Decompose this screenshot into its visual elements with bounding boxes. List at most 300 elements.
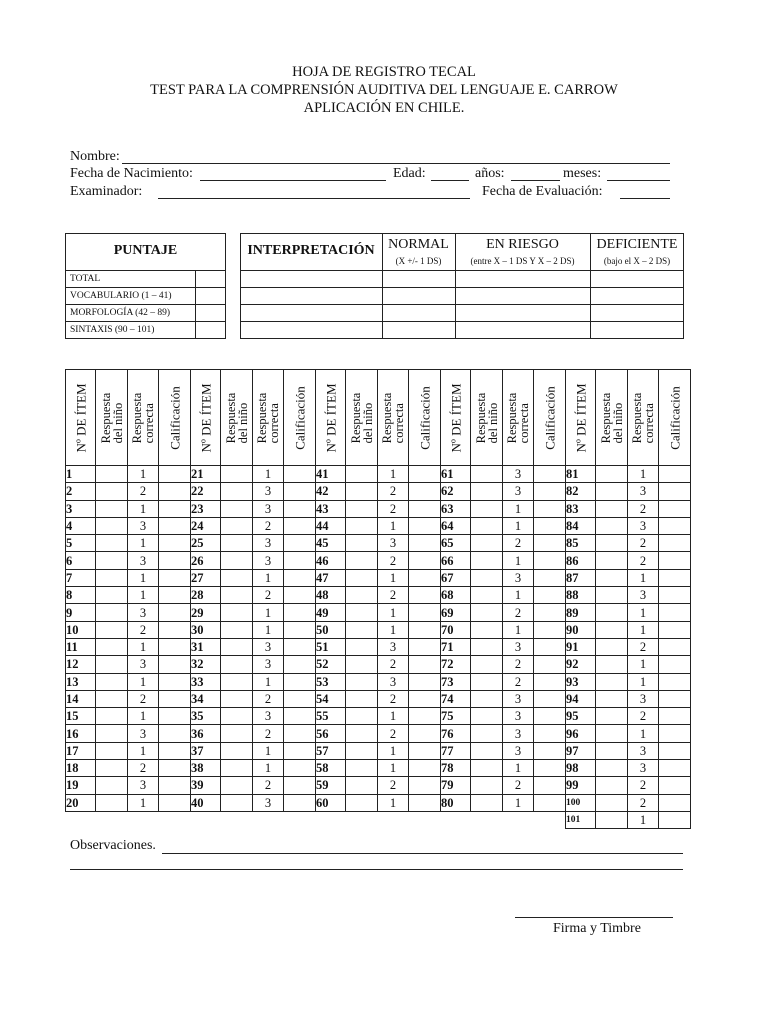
respuesta-nino-cell[interactable] bbox=[596, 517, 628, 534]
respuesta-nino-header-5 bbox=[596, 370, 628, 466]
respuesta-nino-cell[interactable] bbox=[346, 569, 378, 586]
respuesta-nino-cell[interactable] bbox=[596, 794, 628, 811]
calificacion-cell[interactable] bbox=[659, 656, 691, 673]
calificacion-cell[interactable] bbox=[534, 777, 566, 794]
respuesta-nino-cell[interactable] bbox=[471, 535, 503, 552]
respuesta-correcta-cell: 2 bbox=[628, 500, 659, 517]
table-row bbox=[66, 760, 691, 777]
respuesta-correcta-cell: 2 bbox=[503, 656, 534, 673]
examinador-field[interactable] bbox=[158, 198, 470, 199]
respuesta-nino-cell[interactable] bbox=[96, 708, 128, 725]
table-row bbox=[66, 777, 691, 794]
calificacion-cell[interactable] bbox=[284, 690, 316, 707]
respuesta-nino-cell[interactable] bbox=[96, 638, 128, 655]
calificacion-cell[interactable] bbox=[284, 466, 316, 483]
firma-line[interactable] bbox=[515, 917, 673, 918]
calificacion-cell[interactable] bbox=[409, 604, 441, 621]
respuesta-correcta-cell: 2 bbox=[128, 483, 159, 500]
respuesta-nino-cell[interactable] bbox=[96, 725, 128, 742]
calificacion-cell[interactable] bbox=[159, 777, 191, 794]
respuesta-correcta-header-text: Respuesta correcta bbox=[380, 392, 406, 443]
respuesta-nino-cell[interactable] bbox=[346, 742, 378, 759]
respuesta-correcta-cell: 3 bbox=[253, 552, 284, 569]
calificacion-cell[interactable] bbox=[409, 517, 441, 534]
calificacion-cell[interactable] bbox=[284, 742, 316, 759]
respuesta-correcta-cell: 2 bbox=[128, 760, 159, 777]
respuesta-nino-cell[interactable] bbox=[221, 500, 253, 517]
respuesta-nino-cell[interactable] bbox=[471, 794, 503, 811]
calificacion-cell[interactable] bbox=[284, 777, 316, 794]
calificacion-cell[interactable] bbox=[284, 621, 316, 638]
respuesta-correcta-cell: 2 bbox=[253, 587, 284, 604]
calificacion-cell[interactable] bbox=[659, 690, 691, 707]
puntaje-row-total: TOTAL bbox=[70, 274, 101, 284]
calificacion-cell[interactable] bbox=[659, 811, 691, 828]
respuesta-correcta-cell: 3 bbox=[503, 708, 534, 725]
respuesta-nino-cell[interactable] bbox=[96, 621, 128, 638]
calificacion-cell[interactable] bbox=[534, 535, 566, 552]
table-row bbox=[66, 725, 691, 742]
calificacion-cell[interactable] bbox=[409, 621, 441, 638]
calificacion-cell[interactable] bbox=[534, 517, 566, 534]
respuesta-nino-cell[interactable] bbox=[221, 708, 253, 725]
respuesta-nino-cell[interactable] bbox=[221, 483, 253, 500]
blank-cell bbox=[441, 811, 471, 828]
respuesta-nino-cell[interactable] bbox=[471, 742, 503, 759]
calificacion-cell[interactable] bbox=[409, 552, 441, 569]
respuesta-nino-cell[interactable] bbox=[96, 760, 128, 777]
item-number-cell: 1 bbox=[66, 466, 96, 483]
respuesta-nino-cell[interactable] bbox=[471, 517, 503, 534]
blank-cell bbox=[221, 811, 253, 828]
title-line-1: HOJA DE REGISTRO TECAL bbox=[292, 64, 476, 80]
calificacion-cell[interactable] bbox=[534, 760, 566, 777]
calificacion-cell[interactable] bbox=[659, 708, 691, 725]
calificacion-cell[interactable] bbox=[409, 777, 441, 794]
blank-cell bbox=[346, 811, 378, 828]
respuesta-nino-cell[interactable] bbox=[96, 483, 128, 500]
respuesta-correcta-cell: 1 bbox=[378, 569, 409, 586]
calificacion-cell[interactable] bbox=[534, 725, 566, 742]
calificacion-cell[interactable] bbox=[159, 656, 191, 673]
item-number-cell: 101 bbox=[566, 811, 596, 828]
calificacion-cell[interactable] bbox=[534, 708, 566, 725]
respuesta-nino-cell[interactable] bbox=[346, 708, 378, 725]
respuesta-nino-cell[interactable] bbox=[471, 725, 503, 742]
calificacion-cell[interactable] bbox=[284, 552, 316, 569]
calificacion-cell[interactable] bbox=[659, 500, 691, 517]
calificacion-cell[interactable] bbox=[159, 604, 191, 621]
respuesta-nino-cell[interactable] bbox=[96, 535, 128, 552]
respuesta-nino-cell[interactable] bbox=[471, 466, 503, 483]
item-number-cell: 80 bbox=[441, 794, 471, 811]
calificacion-cell[interactable] bbox=[659, 760, 691, 777]
table-row bbox=[66, 569, 691, 586]
item-number-cell: 28 bbox=[191, 587, 221, 604]
respuesta-nino-cell[interactable] bbox=[471, 708, 503, 725]
respuesta-nino-cell[interactable] bbox=[96, 777, 128, 794]
respuesta-nino-cell[interactable] bbox=[471, 656, 503, 673]
puntaje-row-sintaxis: SINTAXIS (90 – 101) bbox=[70, 325, 155, 335]
calificacion-cell[interactable] bbox=[409, 638, 441, 655]
respuesta-correcta-cell: 1 bbox=[503, 760, 534, 777]
calificacion-cell[interactable] bbox=[409, 500, 441, 517]
calificacion-cell[interactable] bbox=[284, 673, 316, 690]
respuesta-correcta-cell: 3 bbox=[628, 517, 659, 534]
table-row bbox=[66, 535, 691, 552]
respuesta-nino-cell[interactable] bbox=[221, 535, 253, 552]
calificacion-cell[interactable] bbox=[534, 656, 566, 673]
respuesta-correcta-cell: 1 bbox=[128, 794, 159, 811]
calificacion-cell[interactable] bbox=[409, 690, 441, 707]
respuesta-nino-cell[interactable] bbox=[471, 690, 503, 707]
respuesta-nino-header-text: Respuesta del niño bbox=[98, 392, 125, 443]
calificacion-cell[interactable] bbox=[409, 708, 441, 725]
item-number-cell: 8 bbox=[66, 587, 96, 604]
calificacion-cell[interactable] bbox=[659, 535, 691, 552]
calificacion-cell[interactable] bbox=[409, 725, 441, 742]
calificacion-cell[interactable] bbox=[159, 621, 191, 638]
respuesta-nino-cell[interactable] bbox=[96, 656, 128, 673]
item-header-text: Nº DE ÍTEM bbox=[198, 382, 213, 453]
respuesta-nino-cell[interactable] bbox=[596, 656, 628, 673]
respuesta-nino-cell[interactable] bbox=[221, 673, 253, 690]
respuesta-correcta-cell: 1 bbox=[128, 708, 159, 725]
respuesta-correcta-header-3 bbox=[378, 370, 409, 466]
calificacion-cell[interactable] bbox=[159, 569, 191, 586]
calificacion-cell[interactable] bbox=[159, 517, 191, 534]
calificacion-cell[interactable] bbox=[659, 742, 691, 759]
item-number-cell: 82 bbox=[566, 483, 596, 500]
respuesta-correcta-cell: 2 bbox=[378, 483, 409, 500]
blank-cell bbox=[534, 811, 566, 828]
respuesta-nino-cell[interactable] bbox=[596, 742, 628, 759]
item-number-cell: 67 bbox=[441, 569, 471, 586]
calificacion-cell[interactable] bbox=[409, 760, 441, 777]
item-number-cell: 95 bbox=[566, 708, 596, 725]
blank-cell bbox=[471, 811, 503, 828]
anos-field[interactable] bbox=[511, 180, 560, 181]
calificacion-cell[interactable] bbox=[284, 587, 316, 604]
respuesta-nino-cell[interactable] bbox=[596, 690, 628, 707]
calificacion-cell[interactable] bbox=[659, 638, 691, 655]
respuesta-nino-cell[interactable] bbox=[346, 552, 378, 569]
calificacion-cell[interactable] bbox=[534, 638, 566, 655]
respuesta-nino-cell[interactable] bbox=[471, 638, 503, 655]
respuesta-nino-cell[interactable] bbox=[221, 604, 253, 621]
item-header-3 bbox=[316, 370, 346, 466]
calificacion-cell[interactable] bbox=[534, 621, 566, 638]
calificacion-cell[interactable] bbox=[534, 483, 566, 500]
calificacion-cell[interactable] bbox=[409, 483, 441, 500]
calificacion-cell[interactable] bbox=[159, 690, 191, 707]
calificacion-cell[interactable] bbox=[409, 794, 441, 811]
fecha-evaluacion-field[interactable] bbox=[620, 198, 670, 199]
calificacion-cell[interactable] bbox=[659, 483, 691, 500]
item-number-cell: 3 bbox=[66, 500, 96, 517]
edad-field[interactable] bbox=[431, 180, 469, 181]
calificacion-cell[interactable] bbox=[159, 483, 191, 500]
respuesta-nino-cell[interactable] bbox=[221, 656, 253, 673]
calificacion-cell[interactable] bbox=[159, 552, 191, 569]
calificacion-cell[interactable] bbox=[159, 760, 191, 777]
respuesta-correcta-cell: 1 bbox=[628, 569, 659, 586]
calificacion-cell[interactable] bbox=[409, 535, 441, 552]
respuesta-nino-cell[interactable] bbox=[346, 466, 378, 483]
respuesta-nino-cell[interactable] bbox=[221, 466, 253, 483]
respuesta-correcta-cell: 1 bbox=[628, 725, 659, 742]
respuesta-nino-cell[interactable] bbox=[346, 673, 378, 690]
calificacion-cell[interactable] bbox=[659, 587, 691, 604]
respuesta-correcta-cell: 3 bbox=[503, 690, 534, 707]
respuesta-nino-cell[interactable] bbox=[96, 742, 128, 759]
respuesta-nino-cell[interactable] bbox=[96, 587, 128, 604]
item-number-cell: 68 bbox=[441, 587, 471, 604]
item-number-cell: 50 bbox=[316, 621, 346, 638]
respuesta-correcta-cell: 3 bbox=[128, 517, 159, 534]
item-number-cell: 92 bbox=[566, 656, 596, 673]
calificacion-cell[interactable] bbox=[659, 569, 691, 586]
respuesta-nino-cell[interactable] bbox=[221, 742, 253, 759]
respuesta-nino-cell[interactable] bbox=[221, 587, 253, 604]
respuesta-nino-cell[interactable] bbox=[346, 483, 378, 500]
item-number-cell: 49 bbox=[316, 604, 346, 621]
calificacion-cell[interactable] bbox=[159, 708, 191, 725]
respuesta-nino-cell[interactable] bbox=[221, 725, 253, 742]
respuesta-correcta-cell: 1 bbox=[253, 604, 284, 621]
calificacion-cell[interactable] bbox=[659, 725, 691, 742]
calificacion-cell[interactable] bbox=[409, 742, 441, 759]
calificacion-cell[interactable] bbox=[284, 483, 316, 500]
respuesta-nino-cell[interactable] bbox=[346, 638, 378, 655]
item-number-cell: 4 bbox=[66, 517, 96, 534]
respuesta-nino-cell[interactable] bbox=[221, 569, 253, 586]
respuesta-nino-cell[interactable] bbox=[346, 604, 378, 621]
item-number-cell: 58 bbox=[316, 760, 346, 777]
respuesta-nino-cell[interactable] bbox=[596, 777, 628, 794]
respuesta-nino-cell[interactable] bbox=[596, 811, 628, 828]
respuesta-correcta-cell: 2 bbox=[378, 500, 409, 517]
respuesta-nino-cell[interactable] bbox=[346, 690, 378, 707]
item-header-text: Nº DE ÍTEM bbox=[448, 382, 463, 453]
respuesta-nino-cell[interactable] bbox=[96, 604, 128, 621]
calificacion-cell[interactable] bbox=[284, 725, 316, 742]
calificacion-cell[interactable] bbox=[534, 673, 566, 690]
fecha-nacimiento-field[interactable] bbox=[200, 180, 386, 181]
calificacion-cell[interactable] bbox=[159, 794, 191, 811]
calificacion-cell[interactable] bbox=[159, 466, 191, 483]
calificacion-cell[interactable] bbox=[284, 708, 316, 725]
respuesta-correcta-cell: 2 bbox=[628, 552, 659, 569]
respuesta-nino-cell[interactable] bbox=[596, 638, 628, 655]
calificacion-cell[interactable] bbox=[284, 760, 316, 777]
respuesta-nino-cell[interactable] bbox=[346, 587, 378, 604]
respuesta-nino-cell[interactable] bbox=[596, 725, 628, 742]
calificacion-cell[interactable] bbox=[659, 794, 691, 811]
respuesta-nino-cell[interactable] bbox=[96, 569, 128, 586]
calificacion-cell[interactable] bbox=[284, 500, 316, 517]
respuesta-nino-cell[interactable] bbox=[346, 777, 378, 794]
item-number-cell: 89 bbox=[566, 604, 596, 621]
item-number-cell: 70 bbox=[441, 621, 471, 638]
calificacion-cell[interactable] bbox=[284, 794, 316, 811]
respuesta-correcta-cell: 1 bbox=[503, 552, 534, 569]
item-number-cell: 37 bbox=[191, 742, 221, 759]
respuesta-nino-header-text: Respuesta del niño bbox=[223, 392, 250, 443]
calificacion-cell[interactable] bbox=[159, 673, 191, 690]
respuesta-nino-cell[interactable] bbox=[346, 517, 378, 534]
respuesta-nino-cell[interactable] bbox=[471, 621, 503, 638]
respuesta-nino-cell[interactable] bbox=[471, 483, 503, 500]
respuesta-nino-cell[interactable] bbox=[221, 638, 253, 655]
respuesta-nino-cell[interactable] bbox=[471, 673, 503, 690]
calificacion-cell[interactable] bbox=[534, 552, 566, 569]
respuesta-nino-cell[interactable] bbox=[96, 552, 128, 569]
respuesta-nino-cell[interactable] bbox=[471, 587, 503, 604]
calificacion-cell[interactable] bbox=[534, 466, 566, 483]
respuesta-nino-cell[interactable] bbox=[346, 621, 378, 638]
respuesta-nino-cell[interactable] bbox=[96, 794, 128, 811]
calificacion-cell[interactable] bbox=[659, 621, 691, 638]
blank-cell bbox=[66, 811, 96, 828]
respuesta-nino-cell[interactable] bbox=[596, 587, 628, 604]
respuesta-nino-cell[interactable] bbox=[471, 552, 503, 569]
respuesta-nino-cell[interactable] bbox=[96, 690, 128, 707]
calificacion-cell[interactable] bbox=[534, 500, 566, 517]
respuesta-nino-header-1 bbox=[96, 370, 128, 466]
calificacion-cell[interactable] bbox=[409, 587, 441, 604]
calificacion-cell[interactable] bbox=[659, 466, 691, 483]
respuesta-nino-cell[interactable] bbox=[221, 690, 253, 707]
calificacion-cell[interactable] bbox=[659, 777, 691, 794]
calificacion-cell[interactable] bbox=[159, 587, 191, 604]
calificacion-cell[interactable] bbox=[159, 742, 191, 759]
respuesta-nino-cell[interactable] bbox=[596, 552, 628, 569]
calificacion-cell[interactable] bbox=[409, 466, 441, 483]
respuesta-nino-cell[interactable] bbox=[471, 500, 503, 517]
respuesta-correcta-cell: 3 bbox=[503, 638, 534, 655]
calificacion-cell[interactable] bbox=[284, 656, 316, 673]
respuesta-nino-cell[interactable] bbox=[596, 500, 628, 517]
respuesta-nino-cell[interactable] bbox=[346, 725, 378, 742]
respuesta-correcta-header-text: Respuesta correcta bbox=[130, 392, 156, 443]
calificacion-cell[interactable] bbox=[284, 569, 316, 586]
calificacion-cell[interactable] bbox=[659, 604, 691, 621]
respuesta-nino-cell[interactable] bbox=[221, 517, 253, 534]
respuesta-correcta-cell: 1 bbox=[378, 466, 409, 483]
calificacion-cell[interactable] bbox=[534, 569, 566, 586]
respuesta-nino-cell[interactable] bbox=[221, 777, 253, 794]
calificacion-cell[interactable] bbox=[659, 673, 691, 690]
calificacion-cell[interactable] bbox=[659, 552, 691, 569]
respuesta-nino-cell[interactable] bbox=[596, 466, 628, 483]
calificacion-cell[interactable] bbox=[159, 725, 191, 742]
respuesta-nino-cell[interactable] bbox=[596, 621, 628, 638]
respuesta-correcta-cell: 1 bbox=[503, 794, 534, 811]
respuesta-nino-cell[interactable] bbox=[346, 535, 378, 552]
item-number-cell: 27 bbox=[191, 569, 221, 586]
table-row bbox=[66, 708, 691, 725]
item-number-cell: 48 bbox=[316, 587, 346, 604]
respuesta-nino-cell[interactable] bbox=[596, 604, 628, 621]
respuesta-correcta-cell: 3 bbox=[503, 569, 534, 586]
calificacion-cell[interactable] bbox=[534, 604, 566, 621]
calificacion-cell[interactable] bbox=[534, 587, 566, 604]
calificacion-cell[interactable] bbox=[284, 535, 316, 552]
respuesta-nino-cell[interactable] bbox=[471, 604, 503, 621]
respuesta-correcta-header-2 bbox=[253, 370, 284, 466]
item-header-2 bbox=[191, 370, 221, 466]
calificacion-cell[interactable] bbox=[534, 794, 566, 811]
calificacion-cell[interactable] bbox=[159, 535, 191, 552]
observaciones-field-2[interactable] bbox=[70, 869, 683, 870]
respuesta-nino-cell[interactable] bbox=[596, 569, 628, 586]
calificacion-cell[interactable] bbox=[409, 569, 441, 586]
respuesta-nino-cell[interactable] bbox=[221, 621, 253, 638]
respuesta-nino-cell[interactable] bbox=[596, 760, 628, 777]
respuesta-nino-cell[interactable] bbox=[596, 708, 628, 725]
item-number-cell: 72 bbox=[441, 656, 471, 673]
item-number-cell: 22 bbox=[191, 483, 221, 500]
respuesta-correcta-cell: 3 bbox=[628, 742, 659, 759]
item-number-cell: 84 bbox=[566, 517, 596, 534]
calificacion-cell[interactable] bbox=[159, 500, 191, 517]
calificacion-cell[interactable] bbox=[409, 656, 441, 673]
item-header-text: Nº DE ÍTEM bbox=[323, 382, 338, 453]
respuesta-nino-cell[interactable] bbox=[346, 794, 378, 811]
item-header-text: Nº DE ÍTEM bbox=[73, 382, 88, 453]
respuesta-nino-cell[interactable] bbox=[596, 483, 628, 500]
table-row bbox=[66, 483, 691, 500]
respuesta-nino-cell[interactable] bbox=[471, 777, 503, 794]
respuesta-nino-cell[interactable] bbox=[596, 535, 628, 552]
observaciones-field-1[interactable] bbox=[162, 853, 683, 854]
respuesta-correcta-cell: 2 bbox=[628, 535, 659, 552]
respuesta-nino-cell[interactable] bbox=[221, 794, 253, 811]
calificacion-cell[interactable] bbox=[159, 638, 191, 655]
calificacion-cell[interactable] bbox=[534, 690, 566, 707]
item-number-cell: 90 bbox=[566, 621, 596, 638]
calificacion-cell[interactable] bbox=[284, 638, 316, 655]
item-number-cell: 61 bbox=[441, 466, 471, 483]
respuesta-nino-cell[interactable] bbox=[96, 673, 128, 690]
respuesta-correcta-cell: 2 bbox=[503, 604, 534, 621]
respuesta-nino-cell[interactable] bbox=[96, 500, 128, 517]
respuesta-correcta-cell: 2 bbox=[128, 621, 159, 638]
respuesta-nino-cell[interactable] bbox=[221, 552, 253, 569]
respuesta-nino-cell[interactable] bbox=[221, 760, 253, 777]
calificacion-cell[interactable] bbox=[409, 673, 441, 690]
respuesta-nino-cell[interactable] bbox=[471, 760, 503, 777]
calificacion-cell[interactable] bbox=[284, 517, 316, 534]
puntaje-row-vocabulario: VOCABULARIO (1 – 41) bbox=[70, 291, 172, 301]
nombre-field[interactable] bbox=[122, 163, 670, 164]
meses-field[interactable] bbox=[607, 180, 670, 181]
respuesta-nino-cell[interactable] bbox=[596, 673, 628, 690]
calificacion-cell[interactable] bbox=[659, 517, 691, 534]
calificacion-cell[interactable] bbox=[534, 742, 566, 759]
respuesta-correcta-cell: 2 bbox=[503, 535, 534, 552]
respuesta-nino-cell[interactable] bbox=[346, 656, 378, 673]
respuesta-nino-cell[interactable] bbox=[346, 500, 378, 517]
respuesta-nino-cell[interactable] bbox=[346, 760, 378, 777]
respuesta-nino-cell[interactable] bbox=[471, 569, 503, 586]
respuesta-nino-cell[interactable] bbox=[96, 517, 128, 534]
respuesta-nino-cell[interactable] bbox=[96, 466, 128, 483]
calificacion-cell[interactable] bbox=[284, 604, 316, 621]
respuesta-correcta-cell: 1 bbox=[128, 638, 159, 655]
item-header-1 bbox=[66, 370, 96, 466]
